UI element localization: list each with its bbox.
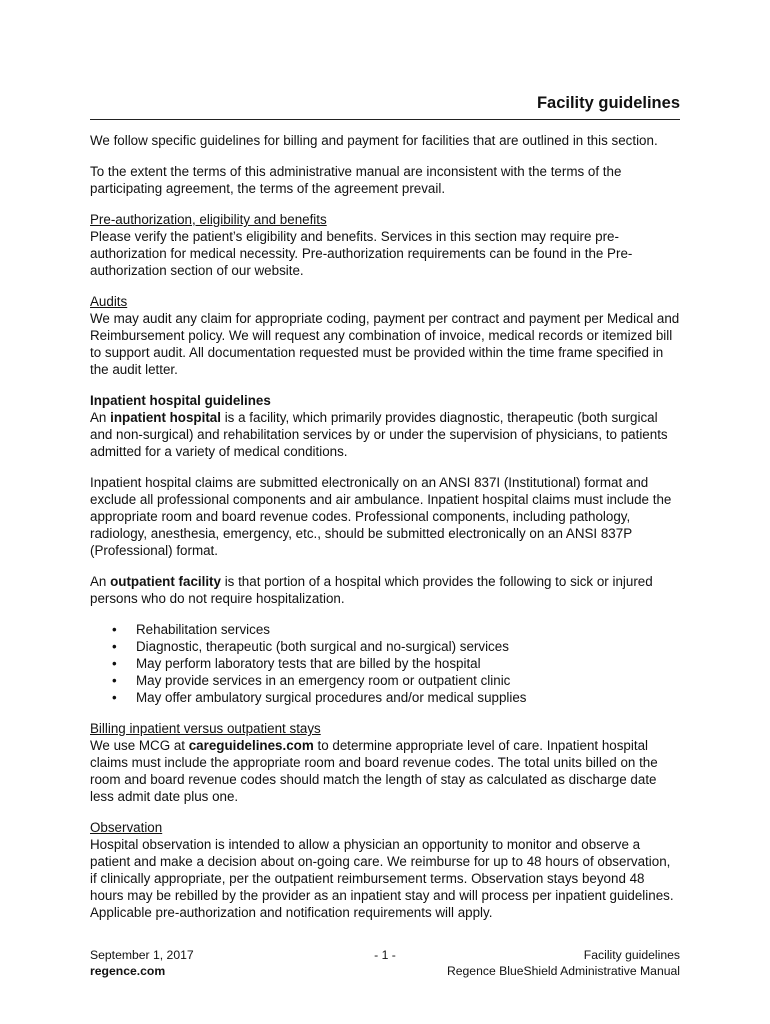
- billing-rest: to determine appropriate level of care. Inpatient hospital claims must include the appropriate room and board revenue codes. The total units billed on the room and board revenue codes should match the length of stay as calculated as discharge date less admit date plus one.: [90, 738, 658, 804]
- outpatient-def-prefix: An: [90, 574, 111, 589]
- list-item: • May offer ambulatory surgical procedures and/or medical supplies: [136, 689, 680, 706]
- document-body: [90, 132, 680, 935]
- preauth-heading: Pre-authorization, eligibility and benefits: [90, 212, 327, 227]
- inpatient-section: [90, 392, 680, 460]
- footer-right: [447, 947, 680, 979]
- inpatient-heading: Inpatient hospital guidelines: [90, 393, 271, 408]
- page-number: - 1 -: [374, 948, 396, 962]
- list-item: • Rehabilitation services: [136, 621, 680, 638]
- billing-prefix: We use MCG at: [90, 738, 189, 753]
- inpatient-def-prefix: An: [90, 410, 111, 425]
- footer-section: Facility guidelines: [583, 948, 680, 962]
- audits-heading: Audits: [90, 294, 128, 309]
- footer-site: regence.com: [90, 964, 166, 978]
- page-title: Facility guidelines: [536, 94, 680, 112]
- preauth-body: Please verify the patient’s eligibility and benefits. Services in this section may require pre-authorization for medical necessity. Pre-authorization requirements can be found in the Pre-authorization section of our website.: [90, 229, 633, 278]
- outpatient-definition: [90, 573, 680, 607]
- inpatient-def-rest: is a facility, which primarily provides diagnostic, therapeutic (both surgical and non-surgical) and rehabilitation services by or under the supervision of physicians, to patients admitted for a variety of medical conditions.: [90, 410, 668, 459]
- outpatient-services-list: [90, 621, 680, 706]
- title-rule: [90, 93, 680, 120]
- outpatient-def-rest: is that portion of a hospital which provides the following to sick or injured persons who do not require hospitalization.: [90, 574, 653, 606]
- intro-paragraph-2: To the extent the terms of this administrative manual are inconsistent with the terms of the participating agreement, the terms of the agreement prevail.: [90, 164, 622, 196]
- list-item: • May provide services in an emergency room or outpatient clinic: [136, 672, 680, 689]
- list-item: • May perform laboratory tests that are billed by the hospital: [136, 655, 680, 672]
- billing-heading: Billing inpatient versus outpatient stays: [90, 721, 321, 736]
- footer-date: September 1, 2017: [90, 948, 194, 962]
- list-item: • Diagnostic, therapeutic (both surgical and no-surgical) services: [136, 638, 680, 655]
- audits-section: [90, 293, 680, 378]
- intro-paragraph-1: We follow specific guidelines for billing and payment for facilities that are outlined in this section.: [90, 133, 658, 148]
- inpatient-def-term: inpatient hospital: [110, 410, 221, 425]
- footer-manual: Regence BlueShield Administrative Manual: [446, 964, 680, 978]
- billing-section: [90, 720, 680, 805]
- billing-site: careguidelines.com: [188, 738, 314, 753]
- audits-body: We may audit any claim for appropriate coding, payment per contract and payment per Medical and Reimbursement policy. We will request any combination of invoice, medical records or itemized bill to support audit. All documentation requested must be provided within the time frame specified in the audit letter.: [90, 311, 680, 377]
- preauth-section: [90, 211, 680, 279]
- inpatient-claims: Inpatient hospital claims are submitted electronically on an ANSI 837I (Institutional) format and exclude all professional components and air ambulance. Inpatient hospital claims must include the appropriate room and board revenue codes. Professional components, including pathology, radiology, anesthesia, emergency, etc., should be submitted electronically on an ANSI 837P (Professional) format.: [90, 475, 672, 558]
- observation-section: [90, 819, 680, 921]
- observation-heading: Observation: [90, 820, 163, 835]
- outpatient-def-term: outpatient facility: [110, 574, 221, 589]
- observation-body: Hospital observation is intended to allow a physician an opportunity to monitor and observe a patient and make a decision about on-going care. We reimburse for up to 48 hours of observation, if clinically appropriate, per the outpatient reimbursement terms. Observation stays beyond 48 hours may be rebilled by the provider as an inpatient stay and will process per inpatient guidelines. Applicable pre-authorization and notification requirements will apply.: [90, 837, 674, 920]
